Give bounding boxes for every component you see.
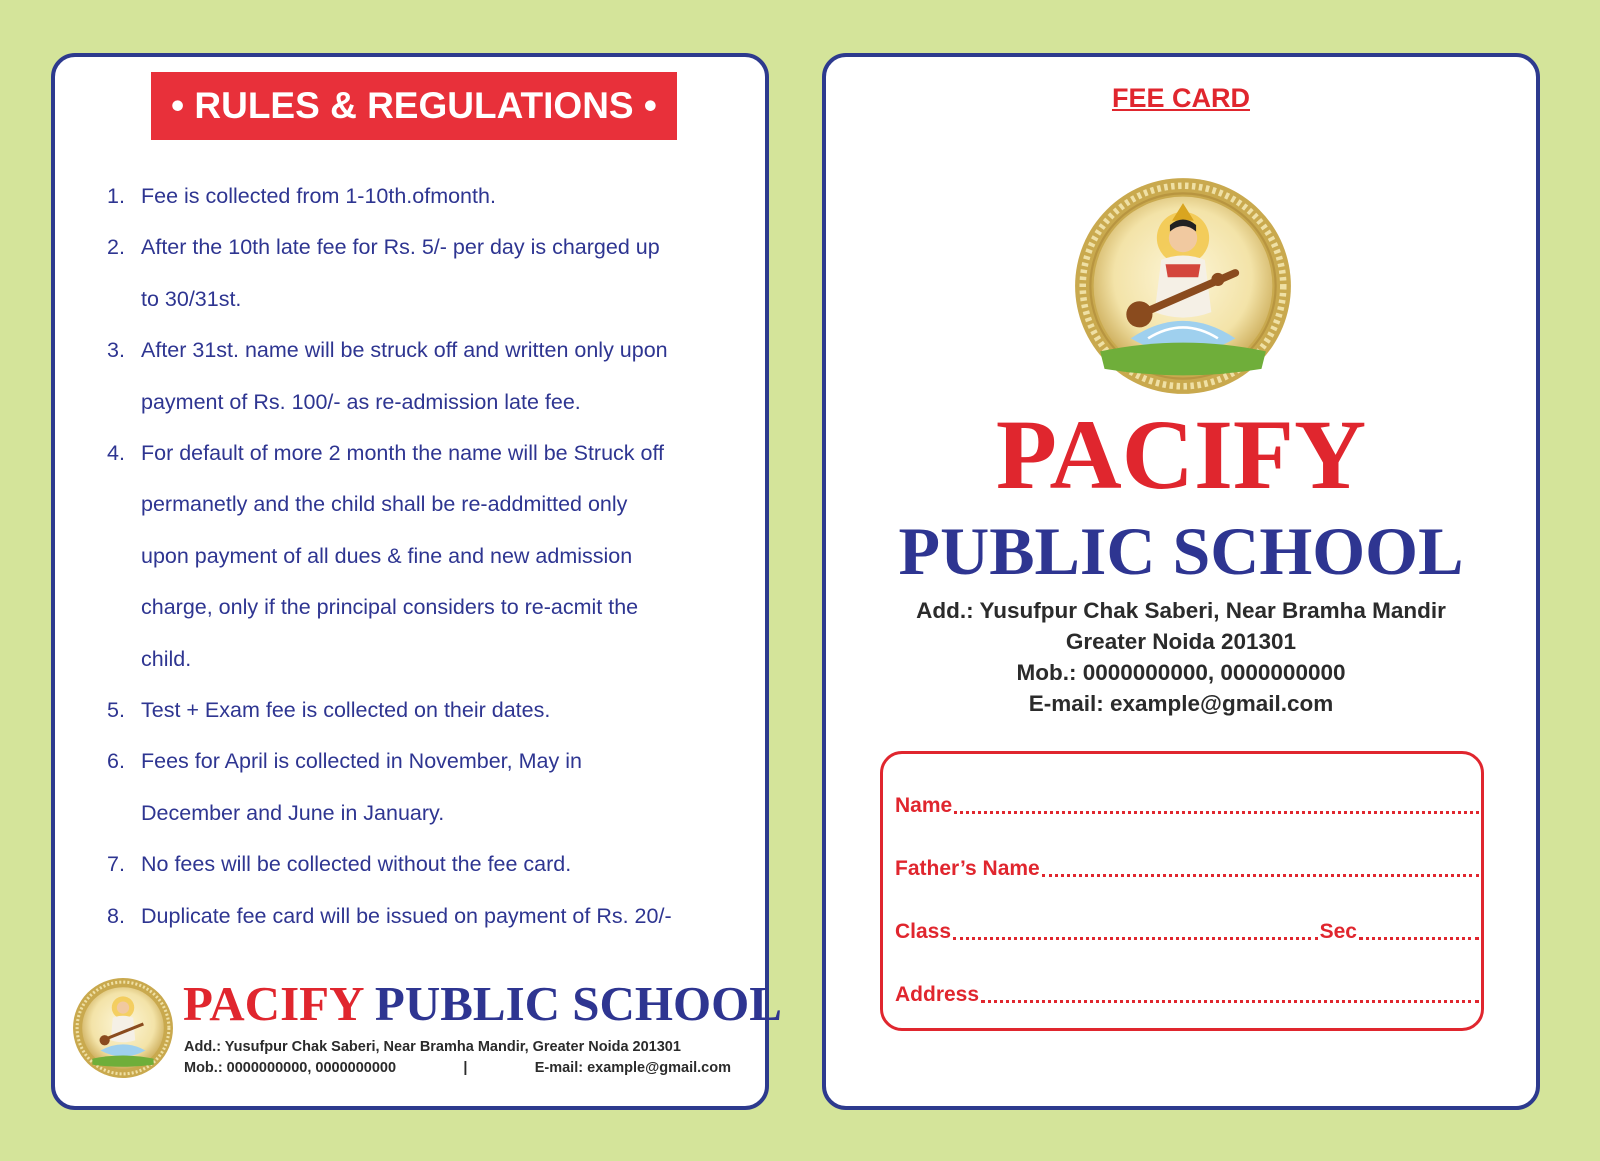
rule-text: to 30/31st.: [141, 286, 242, 311]
rule-item-continuation: [107, 788, 757, 839]
rule-text: upon payment of all dues & fine and new admission: [141, 543, 633, 568]
rule-number: 5.: [107, 698, 125, 723]
rule-item: [107, 171, 757, 222]
rule-number: [107, 582, 141, 633]
rule-item: [107, 891, 757, 942]
rule-number: [107, 479, 141, 530]
rule-item-continuation: [107, 582, 757, 633]
rule-number: 8.: [107, 903, 125, 928]
rule-number: 7.: [107, 852, 125, 877]
footer-title-red: PACIFY: [183, 976, 363, 1031]
rule-text: permanetly and the child shall be re-addmitted only: [141, 492, 628, 517]
father-name-field[interactable]: [895, 857, 1479, 881]
name-fill-line[interactable]: [954, 811, 1479, 814]
rule-number: 4.: [107, 441, 125, 466]
school-name-secondary: PUBLIC SCHOOL: [898, 513, 1464, 589]
address-fill-line[interactable]: [981, 1000, 1479, 1003]
rule-item-continuation: [107, 377, 757, 428]
rule-item: [107, 685, 757, 736]
rule-number: [107, 531, 141, 582]
section-label: Sec: [1319, 920, 1357, 943]
footer-address: Add.: Yusufpur Chak Saberi, Near Bramha Mandir, Greater Noida 201301: [184, 1039, 681, 1055]
rule-text: payment of Rs. 100/- as re-admission late fee.: [141, 389, 581, 414]
school-name-primary: PACIFY: [995, 399, 1367, 510]
rule-text: child.: [141, 646, 192, 671]
rule-text: After the 10th late fee for Rs. 5/- per day is charged up: [141, 235, 660, 260]
email-line: E-mail: example@gmail.com: [1028, 691, 1334, 716]
footer-mobile: Mob.: 0000000000, 0000000000: [184, 1060, 397, 1076]
rule-item-continuation: [107, 479, 757, 530]
fee-card-panel: [822, 53, 1540, 1110]
rule-text: Duplicate fee card will be issued on payment of Rs. 20/-: [141, 903, 672, 928]
father-name-label: Father’s Name: [895, 857, 1040, 880]
footer-school-title: [183, 976, 782, 1031]
section-fill-line[interactable]: [1359, 937, 1479, 940]
rules-list: [107, 171, 757, 942]
rule-number: 2.: [107, 235, 125, 260]
rule-item: [107, 428, 757, 479]
address-line-2: Greater Noida 201301: [1065, 629, 1297, 654]
footer-contact: [184, 1060, 731, 1076]
rule-text: Fees for April is collected in November, May in: [141, 749, 582, 774]
rule-number: [107, 377, 141, 428]
mobile-line: Mob.: 0000000000, 0000000000: [1016, 660, 1346, 685]
rules-panel: [51, 53, 782, 1110]
rule-item-continuation: [107, 274, 757, 325]
footer-separator: |: [463, 1060, 468, 1076]
footer-email: E-mail: example@gmail.com: [534, 1060, 731, 1076]
rule-number: 3.: [107, 338, 125, 363]
rule-item: [107, 839, 757, 890]
saraswati-emblem-icon: [72, 977, 174, 1079]
school-contact-block: [826, 595, 1536, 719]
rule-text: After 31st. name will be struck off and written only upon: [141, 338, 668, 363]
rule-number: 6.: [107, 749, 125, 774]
class-section-field[interactable]: [895, 920, 1479, 944]
name-label: Name: [895, 794, 953, 817]
father-name-fill-line[interactable]: [1042, 874, 1479, 877]
fee-card-title: FEE CARD: [1111, 83, 1250, 113]
class-fill-line[interactable]: [953, 937, 1318, 940]
rule-item: [107, 325, 757, 376]
rules-banner: • RULES & REGULATIONS •: [151, 72, 677, 140]
address-label: Address: [895, 983, 980, 1006]
rule-number: [107, 788, 141, 839]
address-line-1: Add.: Yusufpur Chak Saberi, Near Bramha Mandir: [916, 598, 1446, 623]
address-field[interactable]: [895, 983, 1479, 1007]
rule-number: [107, 634, 141, 685]
rule-item: [107, 222, 757, 273]
rule-text: No fees will be collected without the fee card.: [141, 852, 572, 877]
rule-text: charge, only if the principal considers to re-acmit the: [141, 595, 639, 620]
rule-number: [107, 274, 141, 325]
rule-text: Fee is collected from 1-10th.ofmonth.: [141, 184, 496, 208]
rule-text: December and June in January.: [141, 800, 445, 825]
name-field[interactable]: [895, 794, 1479, 818]
footer-title-blue: PUBLIC SCHOOL: [374, 976, 782, 1031]
student-details-form: [880, 751, 1484, 1031]
class-label: Class: [895, 920, 952, 943]
saraswati-emblem-icon: [1074, 177, 1292, 395]
rule-text: For default of more 2 month the name will be Struck off: [141, 441, 665, 466]
rule-text: Test + Exam fee is collected on their dates.: [141, 698, 551, 723]
rule-item: [107, 736, 757, 787]
rule-number: 1.: [107, 184, 125, 208]
rule-item-continuation: [107, 634, 757, 685]
rule-item-continuation: [107, 531, 757, 582]
